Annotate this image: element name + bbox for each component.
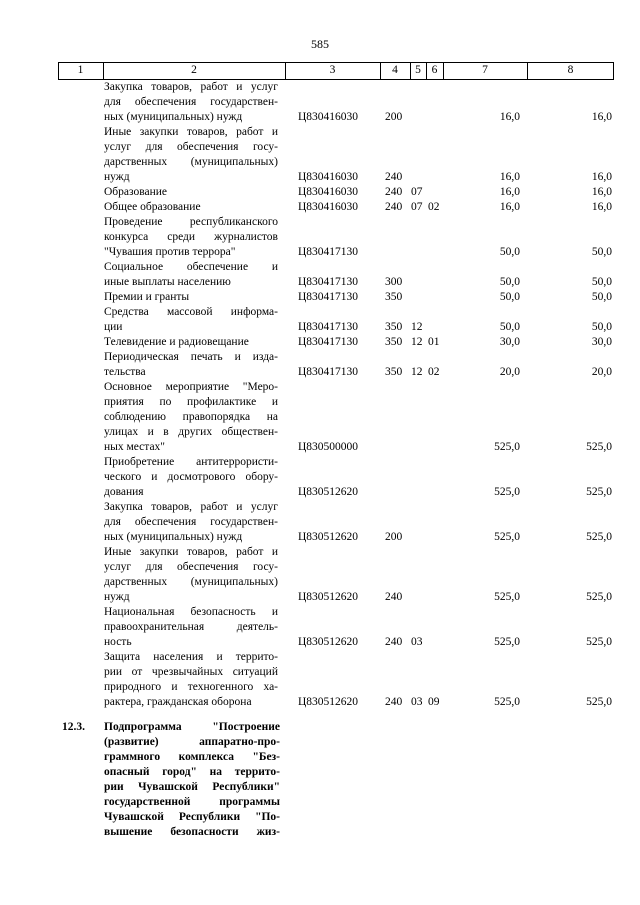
header-col-2: 2	[191, 64, 197, 76]
row-name	[104, 605, 278, 650]
table-header	[58, 62, 614, 79]
row-name	[104, 125, 278, 185]
row-col-4: 200	[385, 531, 403, 543]
row-name-line: дования	[104, 486, 144, 498]
row-col-7: 525,0	[494, 486, 520, 498]
row-col-4: 200	[385, 111, 403, 123]
row-name	[104, 215, 278, 260]
row-col-4: 240	[385, 201, 403, 213]
row-name	[104, 290, 278, 305]
row-name	[104, 185, 278, 200]
row-name	[104, 260, 278, 290]
row-name-line: нужд	[104, 171, 130, 183]
subprogram-line: вышение безопасности жиз-	[104, 826, 280, 838]
row-col-8: 525,0	[586, 696, 612, 708]
row-col-8: 16,0	[591, 186, 612, 198]
row-col-8: 30,0	[591, 336, 612, 348]
row-name-line: иные выплаты населению	[104, 276, 231, 288]
subprogram-line: (развитие) аппаратно-про-	[104, 736, 280, 748]
row-name	[104, 80, 278, 125]
row-col-4: 240	[385, 591, 403, 603]
header-col-5: 5	[415, 64, 421, 76]
row-name-line: ных (муниципальных) нужд	[104, 531, 243, 543]
row-name-line: услуг для обеспечения госу-	[104, 561, 278, 573]
row-name-line: для обеспечения государствен-	[104, 516, 278, 528]
row-code: Ц830417130	[298, 321, 359, 333]
row-col-6: 01	[428, 336, 440, 348]
subprogram-line: Подпрограмма "Построение	[104, 721, 280, 733]
row-name-line: Иные закупки товаров, работ и	[104, 126, 278, 138]
page-number: 585	[311, 37, 329, 51]
row-name	[104, 545, 278, 605]
row-name	[104, 350, 278, 380]
row-col-8: 525,0	[586, 591, 612, 603]
row-col-8: 50,0	[591, 321, 612, 333]
row-col-7: 16,0	[499, 111, 520, 123]
row-col-5: 03	[411, 696, 423, 708]
row-col-7: 525,0	[494, 531, 520, 543]
row-col-4: 350	[385, 336, 403, 348]
row-code: Ц830512620	[298, 696, 359, 708]
row-name-line: ции	[104, 321, 123, 333]
row-col-7: 525,0	[494, 591, 520, 603]
row-name-line: рактера, гражданская оборона	[104, 696, 252, 708]
row-name	[104, 200, 278, 215]
row-col-8: 16,0	[591, 171, 612, 183]
row-col-7: 50,0	[499, 291, 520, 303]
row-name	[104, 500, 278, 545]
row-name-line: Средства массовой информа-	[104, 306, 278, 318]
row-name-line: услуг для обеспечения госу-	[104, 141, 278, 153]
row-col-7: 20,0	[499, 366, 520, 378]
row-col-4: 240	[385, 696, 403, 708]
row-col-8: 50,0	[591, 246, 612, 258]
row-col-7: 16,0	[499, 186, 520, 198]
row-code: Ц830417130	[298, 366, 359, 378]
row-col-4: 350	[385, 291, 403, 303]
row-col-7: 50,0	[499, 321, 520, 333]
row-name-line: ных (муниципальных) нужд	[104, 111, 243, 123]
row-name-line: Приобретение антитеррористи-	[104, 456, 278, 468]
row-col-8: 50,0	[591, 276, 612, 288]
row-name-line: нужд	[104, 591, 130, 603]
row-code: Ц830416030	[298, 201, 359, 213]
row-col-5: 12	[411, 336, 423, 348]
row-name-line: дарственных (муниципальных)	[104, 576, 278, 588]
row-col-8: 525,0	[586, 441, 612, 453]
row-col-7: 16,0	[499, 201, 520, 213]
subprogram-line: опасный город" на террито-	[104, 766, 280, 778]
row-name	[104, 335, 278, 350]
row-name-line: Социальное обеспечение и	[104, 261, 278, 273]
subprogram-line: граммного комплекса "Без-	[104, 751, 280, 763]
row-name-line: для обеспечения государствен-	[104, 96, 278, 108]
row-name	[104, 650, 278, 710]
header-col-7: 7	[482, 64, 488, 76]
header-col-3: 3	[329, 64, 336, 76]
header-col-1: 1	[77, 64, 84, 76]
row-name-line: рии от чрезвычайных ситуаций	[104, 666, 278, 678]
header-col-8: 8	[567, 64, 574, 76]
row-name-line: Премии и гранты	[104, 291, 190, 303]
row-name-line: конкурса среди журналистов	[104, 231, 278, 243]
row-name-line: правоохранительная деятель-	[104, 621, 278, 633]
subprogram-number: 12.3.	[62, 721, 85, 733]
row-col-7: 30,0	[499, 336, 520, 348]
row-name-line: приятия по профилактике и	[104, 396, 278, 408]
row-name-line: ность	[104, 636, 132, 648]
row-col-4: 300	[385, 276, 403, 288]
header-col-6: 6	[431, 64, 438, 76]
row-name-line: Национальная безопасность и	[104, 606, 278, 618]
row-name	[104, 380, 278, 455]
row-name-line: Иные закупки товаров, работ и	[104, 546, 278, 558]
row-name-line: природного и техногенного ха-	[104, 681, 278, 693]
row-name-line: Общее образование	[104, 201, 201, 213]
row-name-line: Закупка товаров, работ и услуг	[104, 501, 278, 513]
row-code: Ц830512620	[298, 486, 359, 498]
row-code: Ц830416030	[298, 111, 359, 123]
subprogram-line: рии Чувашской Республики"	[104, 781, 280, 793]
row-col-6: 02	[428, 201, 440, 213]
row-col-8: 50,0	[591, 291, 612, 303]
row-code: Ц830512620	[298, 591, 359, 603]
row-col-7: 525,0	[494, 696, 520, 708]
row-col-8: 16,0	[591, 111, 612, 123]
row-code: Ц830512620	[298, 531, 359, 543]
row-name-line: ческого и досмотрового обору-	[104, 471, 278, 483]
row-name-line: Основное мероприятие "Меро-	[104, 381, 278, 393]
row-col-4: 240	[385, 171, 403, 183]
row-name-line: Образование	[104, 186, 168, 198]
row-code: Ц830417130	[298, 336, 359, 348]
row-col-7: 525,0	[494, 441, 520, 453]
row-name-line: Телевидение и радиовещание	[104, 336, 249, 348]
row-code: Ц830417130	[298, 246, 359, 258]
row-col-5: 03	[411, 636, 423, 648]
subprogram-line: Чувашской Республики "По-	[104, 811, 280, 823]
row-name-line: ных местах"	[104, 441, 165, 453]
row-col-8: 20,0	[591, 366, 612, 378]
row-col-7: 16,0	[499, 171, 520, 183]
row-col-8: 525,0	[586, 636, 612, 648]
row-name	[104, 455, 278, 500]
row-name-line: Защита населения и террито-	[104, 651, 278, 663]
row-code: Ц830417130	[298, 291, 359, 303]
row-col-6: 02	[428, 366, 440, 378]
row-code: Ц830500000	[298, 441, 359, 453]
subprogram-line: государственной программы	[104, 796, 280, 808]
row-col-5: 12	[411, 321, 423, 333]
row-name-line: улицах и в других обществен-	[104, 426, 278, 438]
row-col-5: 07	[411, 201, 423, 213]
row-name-line: тельства	[104, 366, 146, 378]
row-name	[104, 305, 278, 335]
row-code: Ц830416030	[298, 186, 359, 198]
row-code: Ц830512620	[298, 636, 359, 648]
row-col-7: 50,0	[499, 276, 520, 288]
row-col-4: 240	[385, 186, 403, 198]
row-col-8: 16,0	[591, 201, 612, 213]
row-col-5: 07	[411, 186, 423, 198]
row-name-line: дарственных (муниципальных)	[104, 156, 278, 168]
row-name-line: Проведение республиканского	[104, 216, 278, 228]
row-code: Ц830417130	[298, 276, 359, 288]
row-name-line: Периодическая печать и изда-	[104, 351, 278, 363]
header-col-4: 4	[392, 64, 398, 76]
row-col-8: 525,0	[586, 486, 612, 498]
row-code: Ц830416030	[298, 171, 359, 183]
row-col-4: 350	[385, 366, 403, 378]
row-name-line: "Чувашия против террора"	[104, 246, 236, 258]
subprogram-title	[104, 720, 280, 840]
row-col-6: 09	[428, 696, 440, 708]
row-col-4: 240	[385, 636, 403, 648]
row-col-4: 350	[385, 321, 403, 333]
row-col-8: 525,0	[586, 531, 612, 543]
row-name-line: Закупка товаров, работ и услуг	[104, 81, 278, 93]
row-col-5: 12	[411, 366, 423, 378]
row-col-7: 525,0	[494, 636, 520, 648]
row-col-7: 50,0	[499, 246, 520, 258]
row-name-line: соблюдению правопорядка на	[104, 411, 278, 423]
